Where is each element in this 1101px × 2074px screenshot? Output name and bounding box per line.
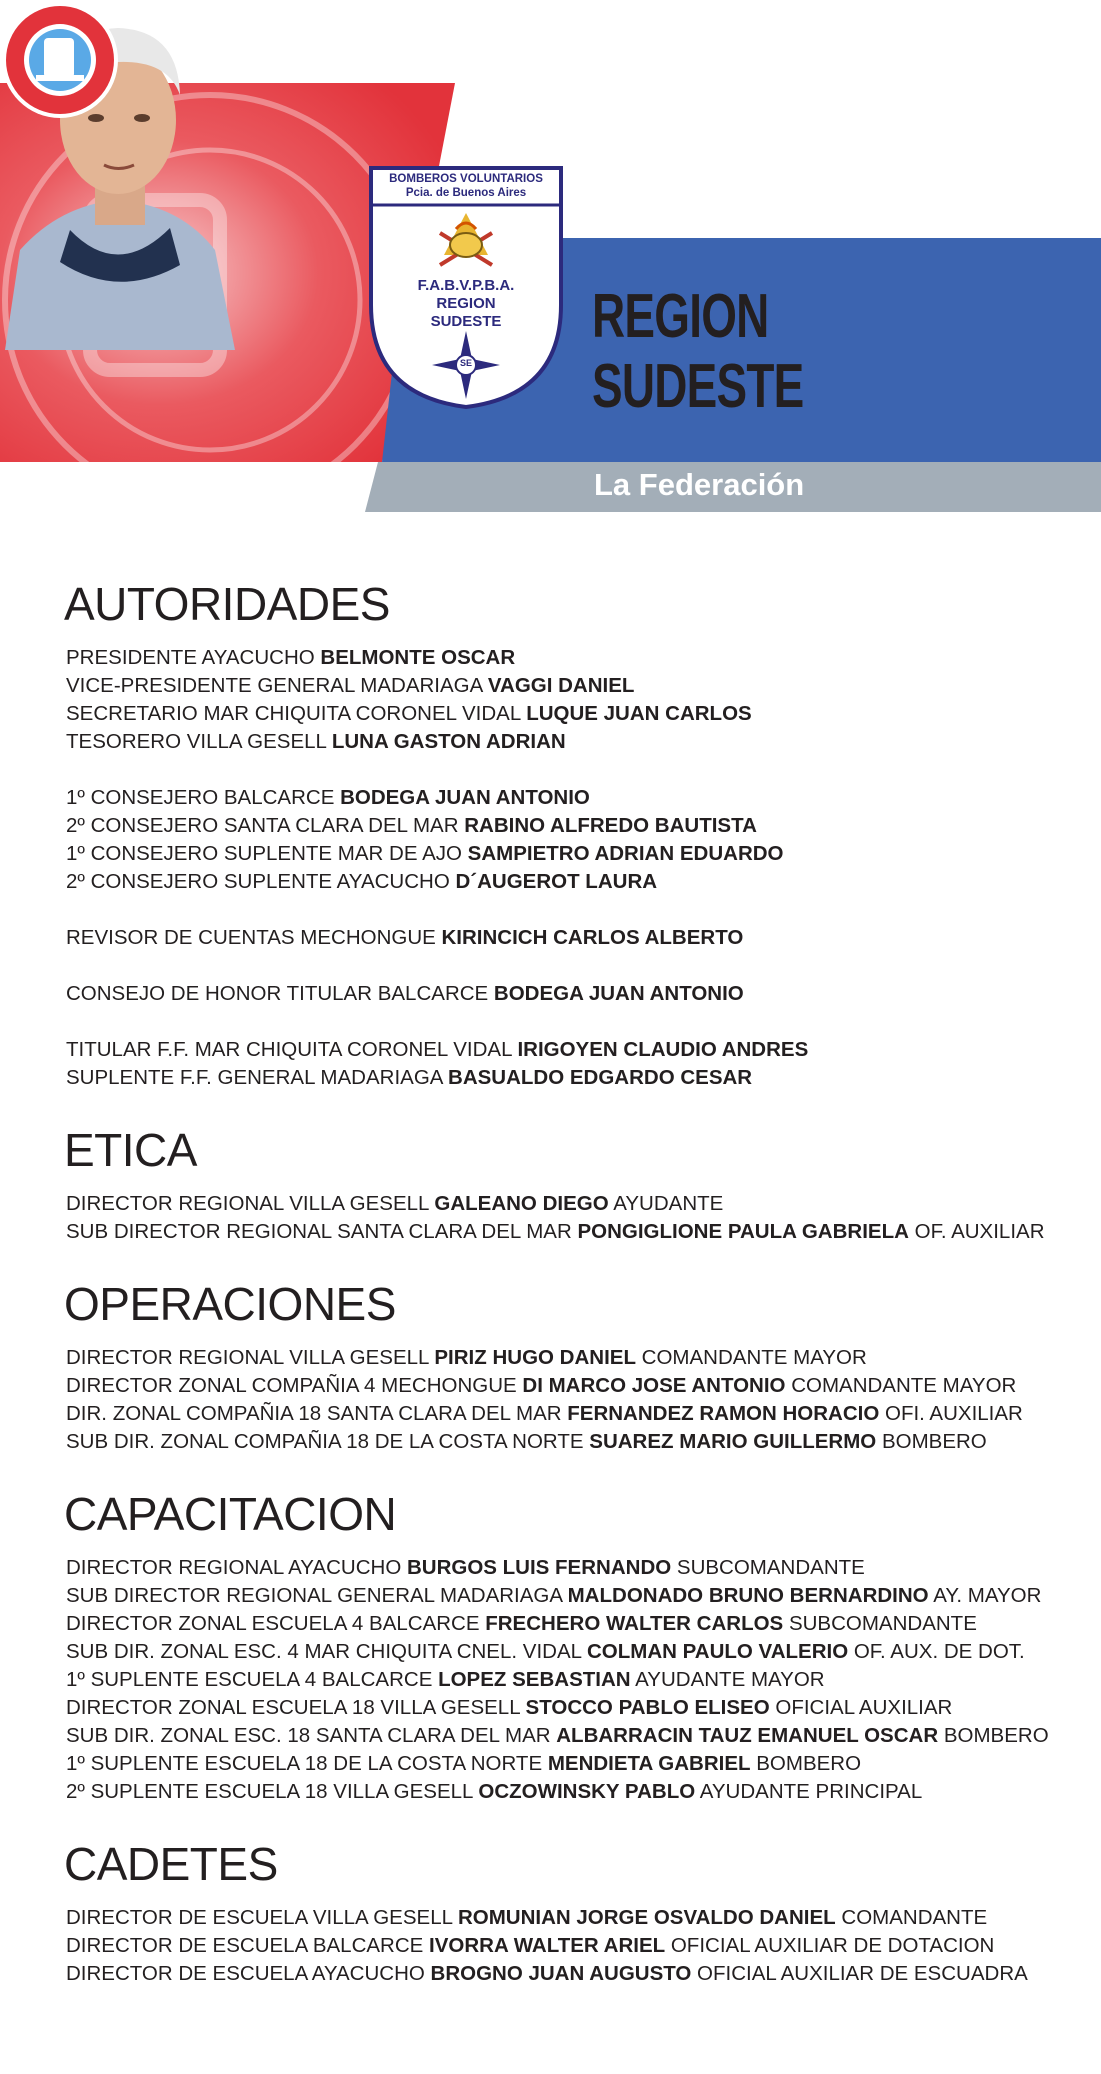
role-line: [66, 1428, 1076, 1456]
person-name: COLMAN PAULO VALERIO: [586, 1640, 849, 1663]
crest-line-1: BOMBEROS VOLUNTARIOS: [389, 173, 543, 185]
person-name: PIRIZ HUGO DANIEL: [434, 1346, 636, 1369]
role-line: [66, 1666, 1076, 1694]
rank-text: AY. MAYOR: [928, 1584, 1042, 1607]
role-text: 2º CONSEJERO SUPLENTE AYACUCHO: [66, 870, 456, 893]
rank-text: AYUDANTE PRINCIPAL: [695, 1780, 923, 1803]
rank-text: AYUDANTE MAYOR: [630, 1668, 825, 1691]
rank-text: SUBCOMANDANTE: [671, 1556, 865, 1579]
role-line: [66, 1722, 1076, 1750]
role-text: DIRECTOR ZONAL ESCUELA 18 VILLA GESELL: [66, 1696, 526, 1719]
role-line: [66, 1610, 1076, 1638]
role-text: VICE-PRESIDENTE GENERAL MADARIAGA: [66, 674, 488, 697]
role-text: SUB DIRECTOR REGIONAL GENERAL MADARIAGA: [66, 1584, 568, 1607]
person-name: LOPEZ SEBASTIAN: [438, 1668, 631, 1691]
person-name: VAGGI DANIEL: [487, 674, 635, 697]
role-text: TITULAR F.F. MAR CHIQUITA CORONEL VIDAL: [66, 1038, 518, 1061]
role-text: 1º SUPLENTE ESCUELA 18 DE LA COSTA NORTE: [66, 1752, 548, 1775]
crest-line-2: Pcia. de Buenos Aires: [405, 187, 527, 199]
role-text: PRESIDENTE AYACUCHO: [66, 646, 321, 669]
spacer: [66, 756, 1076, 784]
person-name: BROGNO JUAN AUGUSTO: [430, 1962, 692, 1985]
role-line: [66, 1554, 1076, 1582]
person-name: SAMPIETRO ADRIAN EDUARDO: [467, 842, 784, 865]
section-autoridades: [66, 578, 1076, 1092]
role-line: [66, 868, 1076, 896]
role-line: [66, 728, 1076, 756]
rank-text: SUBCOMANDANTE: [783, 1612, 977, 1635]
title-line-1: REGION: [592, 282, 769, 351]
role-line: [66, 1400, 1076, 1428]
role-text: SECRETARIO MAR CHIQUITA CORONEL VIDAL: [66, 702, 527, 725]
role-text: DIRECTOR DE ESCUELA BALCARCE: [66, 1934, 430, 1957]
rank-text: BOMBERO: [750, 1752, 862, 1775]
role-text: DIRECTOR DE ESCUELA VILLA GESELL: [66, 1906, 458, 1929]
rank-text: OFICIAL AUXILIAR DE DOTACION: [665, 1934, 995, 1957]
role-line: [66, 1750, 1076, 1778]
section-title: CADETES: [64, 1838, 278, 1890]
person-name: BODEGA JUAN ANTONIO: [493, 982, 744, 1005]
role-text: 2º CONSEJERO SANTA CLARA DEL MAR: [66, 814, 465, 837]
role-line: [66, 1036, 1076, 1064]
person-name: LUNA GASTON ADRIAN: [331, 730, 566, 753]
person-name: ROMUNIAN JORGE OSVALDO DANIEL: [457, 1906, 836, 1929]
role-line: [66, 1372, 1076, 1400]
role-text: SUPLENTE F.F. GENERAL MADARIAGA: [66, 1066, 449, 1089]
role-line: [66, 1190, 1076, 1218]
role-text: TESORERO VILLA GESELL: [66, 730, 332, 753]
person-name: MENDIETA GABRIEL: [547, 1752, 751, 1775]
person-name: IRIGOYEN CLAUDIO ANDRES: [517, 1038, 809, 1061]
role-text: CONSEJO DE HONOR TITULAR BALCARCE: [66, 982, 494, 1005]
role-line: [66, 700, 1076, 728]
role-line: [66, 1218, 1076, 1246]
rank-text: COMANDANTE MAYOR: [635, 1346, 867, 1369]
page-title: [592, 282, 804, 422]
crest-abbr: F.A.B.V.P.B.A.: [417, 277, 515, 294]
role-text: DIRECTOR REGIONAL AYACUCHO: [66, 1556, 407, 1579]
role-text: 1º SUPLENTE ESCUELA 4 BALCARCE: [66, 1668, 439, 1691]
person-name: STOCCO PABLO ELISEO: [525, 1696, 770, 1719]
role-text: DIRECTOR REGIONAL VILLA GESELL: [66, 1346, 435, 1369]
role-line: [66, 644, 1076, 672]
role-text: DIR. ZONAL COMPAÑIA 18 SANTA CLARA DEL MAR: [66, 1402, 568, 1425]
person-name: BASUALDO EDGARDO CESAR: [448, 1066, 753, 1089]
spacer: [66, 1008, 1076, 1036]
person-name: FERNANDEZ RAMON HORACIO: [567, 1402, 880, 1425]
role-text: SUB DIR. ZONAL COMPAÑIA 18 DE LA COSTA NORTE: [66, 1430, 590, 1453]
section-capacitacion: [66, 1488, 1076, 1806]
rank-text: COMANDANTE: [835, 1906, 988, 1929]
crest-middle-text: [368, 277, 564, 331]
role-line: [66, 812, 1076, 840]
role-line: [66, 1638, 1076, 1666]
rank-text: OF. AUXILIAR: [908, 1220, 1045, 1243]
role-text: 1º CONSEJERO BALCARCE: [66, 786, 341, 809]
person-name: GALEANO DIEGO: [434, 1192, 609, 1215]
federation-seal-icon: [0, 0, 120, 120]
role-line: [66, 1344, 1076, 1372]
role-line: [66, 980, 1076, 1008]
header-banner: [0, 0, 1101, 540]
role-text: 2º SUPLENTE ESCUELA 18 VILLA GESELL: [66, 1780, 479, 1803]
crest-sudeste: SUDESTE: [430, 313, 502, 330]
person-name: KIRINCICH CARLOS ALBERTO: [441, 926, 744, 949]
rank-text: OF. AUX. DE DOT.: [848, 1640, 1025, 1663]
section-operaciones: [66, 1278, 1076, 1456]
person-name: PONGIGLIONE PAULA GABRIELA: [577, 1220, 909, 1243]
role-text: SUB DIRECTOR REGIONAL SANTA CLARA DEL MAR: [66, 1220, 578, 1243]
role-line: [66, 672, 1076, 700]
subtitle: La Federación: [594, 467, 805, 502]
role-text: SUB DIR. ZONAL ESC. 4 MAR CHIQUITA CNEL. VIDAL: [66, 1640, 587, 1663]
crest-star-label: SE: [459, 358, 472, 368]
person-name: MALDONADO BRUNO BERNARDINO: [567, 1584, 929, 1607]
role-text: DIRECTOR DE ESCUELA AYACUCHO: [66, 1962, 431, 1985]
rank-text: BOMBERO: [938, 1724, 1049, 1747]
section-title: CAPACITACION: [64, 1488, 397, 1540]
section-etica: [66, 1124, 1076, 1246]
role-text: 1º CONSEJERO SUPLENTE MAR DE AJO: [66, 842, 468, 865]
rank-text: COMANDANTE MAYOR: [785, 1374, 1017, 1397]
person-name: D´AUGEROT LAURA: [455, 870, 658, 893]
section-title: OPERACIONES: [64, 1278, 396, 1330]
role-line: [66, 1932, 1076, 1960]
person-name: SUAREZ MARIO GUILLERMO: [589, 1430, 877, 1453]
spacer: [66, 896, 1076, 924]
role-line: [66, 924, 1076, 952]
region-crest: [368, 165, 564, 410]
person-name: LUQUE JUAN CARLOS: [526, 702, 752, 725]
rank-text: OFICIAL AUXILIAR: [769, 1696, 953, 1719]
role-line: [66, 1694, 1076, 1722]
person-name: FRECHERO WALTER CARLOS: [485, 1612, 784, 1635]
role-text: DIRECTOR ZONAL ESCUELA 4 BALCARCE: [66, 1612, 486, 1635]
title-line-2: SUDESTE: [592, 352, 804, 421]
role-text: REVISOR DE CUENTAS MECHONGUE: [66, 926, 442, 949]
crest-top-text: [368, 172, 564, 200]
person-name: ALBARRACIN TAUZ EMANUEL OSCAR: [556, 1724, 939, 1747]
section-cadetes: [66, 1838, 1076, 1988]
crest-region: REGION: [436, 295, 496, 312]
person-name: BODEGA JUAN ANTONIO: [340, 786, 590, 809]
person-name: RABINO ALFREDO BAUTISTA: [464, 814, 757, 837]
rank-text: BOMBERO: [876, 1430, 987, 1453]
section-title: AUTORIDADES: [64, 578, 390, 630]
person-name: DI MARCO JOSE ANTONIO: [522, 1374, 786, 1397]
role-text: DIRECTOR ZONAL COMPAÑIA 4 MECHONGUE: [66, 1374, 523, 1397]
person-name: BELMONTE OSCAR: [320, 646, 516, 669]
rank-text: OFI. AUXILIAR: [879, 1402, 1023, 1425]
rank-text: AYUDANTE: [608, 1192, 724, 1215]
role-line: [66, 1778, 1076, 1806]
role-line: [66, 1064, 1076, 1092]
person-name: OCZOWINSKY PABLO: [478, 1780, 696, 1803]
rank-text: OFICIAL AUXILIAR DE ESCUADRA: [691, 1962, 1028, 1985]
role-line: [66, 784, 1076, 812]
role-line: [66, 1904, 1076, 1932]
spacer: [66, 952, 1076, 980]
content: [66, 578, 1076, 2020]
role-text: SUB DIR. ZONAL ESC. 18 SANTA CLARA DEL MAR: [66, 1724, 557, 1747]
role-line: [66, 840, 1076, 868]
person-name: IVORRA WALTER ARIEL: [429, 1934, 666, 1957]
role-line: [66, 1960, 1076, 1988]
role-line: [66, 1582, 1076, 1610]
section-title: ETICA: [64, 1124, 197, 1176]
role-text: DIRECTOR REGIONAL VILLA GESELL: [66, 1192, 435, 1215]
person-name: BURGOS LUIS FERNANDO: [406, 1556, 672, 1579]
